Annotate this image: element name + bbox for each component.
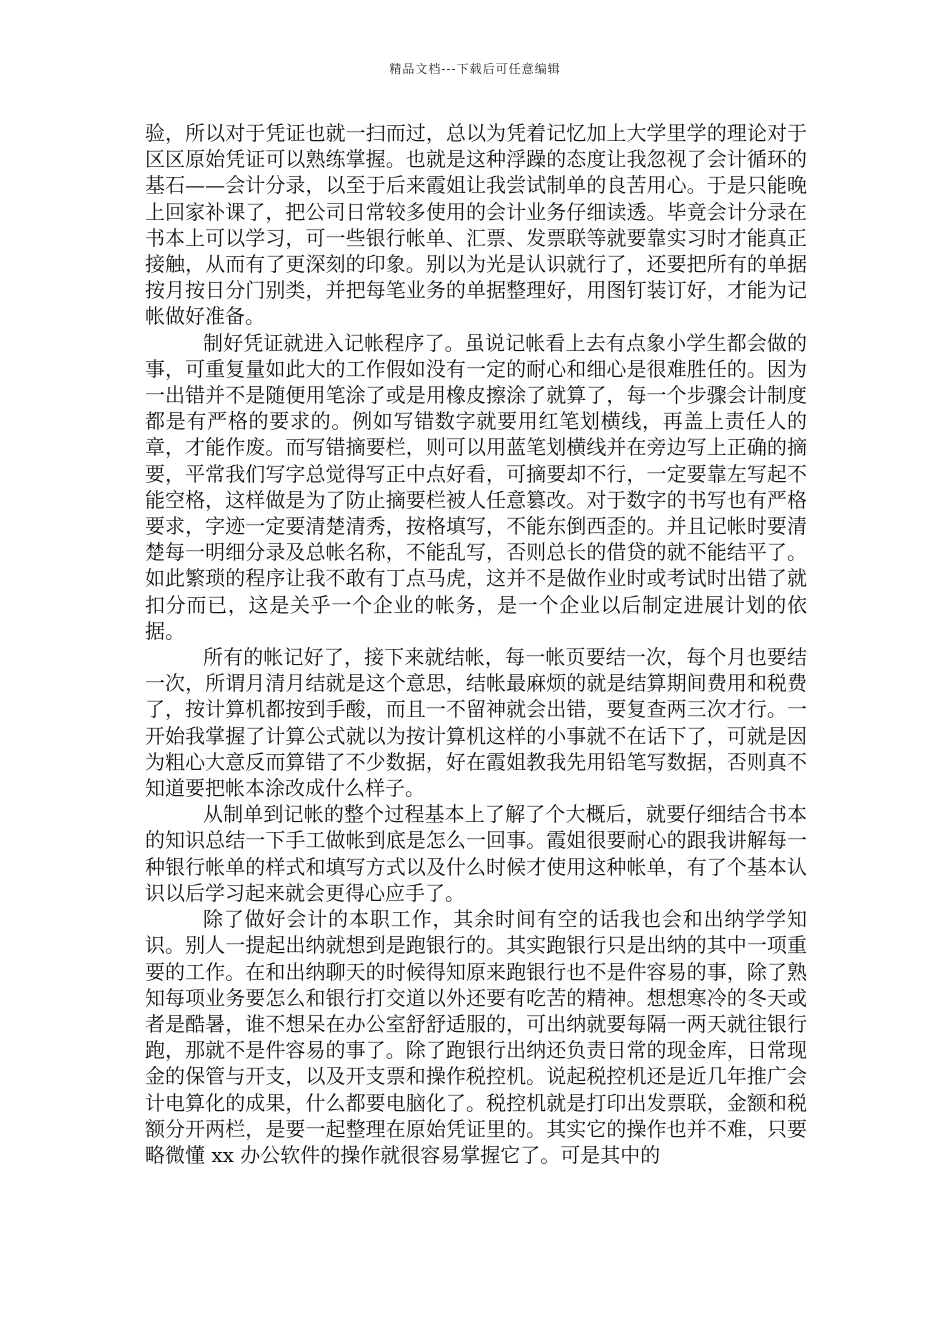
document-body <box>145 120 807 1168</box>
paragraph-3: 所有的帐记好了，接下来就结帐，每一帐页要结一次，每个月也要结一次，所谓月清月结就是这个意思，结帐最麻烦的就是结算期间费用和税费了，按计算机都按到手酸，而且一不留神就会出错，要复查两三次才行。一开始我掌握了计算公式就以为按计算机这样的小事就不在话下了，可就是因为粗心大意反而算错了不少数据，好在霞姐教我先用铅笔写数据，否则真不知道要把帐本涂改成什么样子。 <box>145 645 807 801</box>
paragraph-5: 除了做好会计的本职工作，其余时间有空的话我也会和出纳学学知识。别人一提起出纳就想到是跑银行的。其实跑银行只是出纳的其中一项重要的工作。在和出纳聊天的时候得知原来跑银行也不是件容易的事，除了熟知每项业务要怎么和银行打交道以外还要有吃苦的精神。想想寒冷的冬天或者是酷暑，谁不想呆在办公室舒舒适服的，可出纳就要每隔一两天就往银行跑，那就不是件容易的事了。除了跑银行出纳还负责日常的现金库，日常现金的保管与开支，以及开支票和操作税控机。说起税控机还是近几年推广会计电算化的成果，什么都要电脑化了。税控机就是打印出发票联，金额和税额分开两栏，是要一起整理在原始凭证里的。其实它的操作也并不难，只要略微懂 xx 办公软件的操作就很容易掌握它了。可是其中的 <box>145 907 807 1167</box>
paragraph-1: 验，所以对于凭证也就一扫而过，总以为凭着记忆加上大学里学的理论对于区区原始凭证可以熟练掌握。也就是这种浮躁的态度让我忽视了会计循环的基石——会计分录，以至于后来霞姐让我尝试制单的良苦用心。于是只能晚上回家补课了，把公司日常较多使用的会计业务仔细读透。毕竟会计分录在书本上可以学习，可一些银行帐单、汇票、发票联等就要靠实习时才能真正接触，从而有了更深刻的印象。别以为光是认识就行了，还要把所有的单据按月按日分门别类，并把每笔业务的单据整理好，用图钉装订好，才能为记帐做好准备。 <box>145 121 807 329</box>
paragraph-4: 从制单到记帐的整个过程基本上了解了个大概后，就要仔细结合书本的知识总结一下手工做帐到底是怎么一回事。霞姐很要耐心的跟我讲解每一种银行帐单的样式和填写方式以及什么时候才使用这种帐单，有了个基本认识以后学习起来就会更得心应手了。 <box>145 802 807 905</box>
page-header: 精品文档---下载后可任意编辑 <box>389 62 561 76</box>
paragraph-2: 制好凭证就进入记帐程序了。虽说记帐看上去有点象小学生都会做的事，可重复量如此大的工作假如没有一定的耐心和细心是很难胜任的。因为一出错并不是随便用笔涂了或是用橡皮擦涂了就算了，每一个步骤会计制度都是有严格的要求的。例如写错数字就要用红笔划横线，再盖上责任人的章，才能作废。而写错摘要栏，则可以用蓝笔划横线并在旁边写上正确的摘要，平常我们写字总觉得写正中点好看，可摘要却不行，一定要靠左写起不能空格，这样做是为了防止摘要栏被人任意篡改。对于数字的书写也有严格要求，字迹一定要清楚清秀，按格填写，不能东倒西歪的。并且记帐时要清楚每一明细分录及总帐名称，不能乱写，否则总长的借贷的就不能结平了。如此繁琐的程序让我不敢有丁点马虎，这并不是做作业时或考试时出错了就扣分而已，这是关乎一个企业的帐务，是一个企业以后制定进展计划的依据。 <box>145 330 807 643</box>
